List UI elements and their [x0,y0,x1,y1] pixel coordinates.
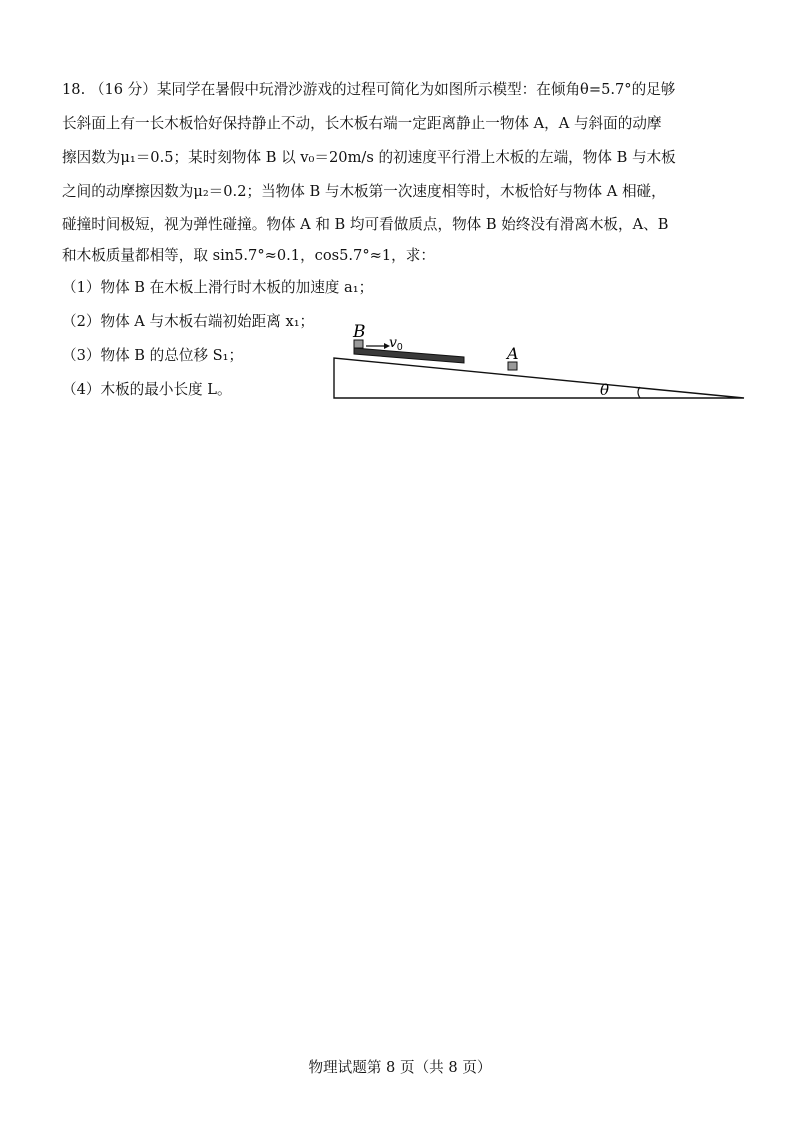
sub-question-1: （1）物体 B 在木板上滑行时木板的加速度 a₁； [62,279,374,296]
question-line: 碰撞时间极短，视为弹性碰撞。物体 A 和 B 均可看做质点，物体 B 始终没有滑离木板，A、B [62,216,669,233]
question-line: 18. （16 分）某同学在暑假中玩滑沙游戏的过程可简化为如图所示模型：在倾角θ=5.7°的足够 [62,81,676,98]
label-b: B [353,322,366,342]
sub-question-2: （2）物体 A 与木板右端初始距离 x₁； [62,313,315,330]
label-a: A [507,344,519,363]
wooden-board [354,348,464,363]
label-v0-subscript: 0 [397,342,403,353]
angle-arc [638,387,640,398]
sub-question-3: （3）物体 B 的总位移 S₁； [62,347,244,364]
block-a [508,362,517,370]
question-line: 和木板质量都相等，取 sin5.7°≈0.1，cos5.7°≈1，求： [62,247,435,264]
page-footer: 物理试题第 8 页（共 8 页） [308,1059,492,1076]
sub-question-4: （4）木板的最小长度 L。 [62,381,232,398]
question-line: 长斜面上有一长木板恰好保持静止不动，长木板右端一定距离静止一物体 A，A 与斜面的动摩 [62,115,662,132]
incline-diagram [330,318,750,406]
label-v0: v [389,335,397,351]
label-theta: θ [600,381,610,399]
question-line: 之间的动摩擦因数为μ₂＝0.2；当物体 B 与木板第一次速度相等时，木板恰好与物体 A 相碰， [62,183,666,200]
incline-slope [334,358,744,398]
question-line: 擦因数为μ₁＝0.5；某时刻物体 B 以 v₀＝20m/s 的初速度平行滑上木板的左端，物体 B 与木板 [62,149,676,166]
